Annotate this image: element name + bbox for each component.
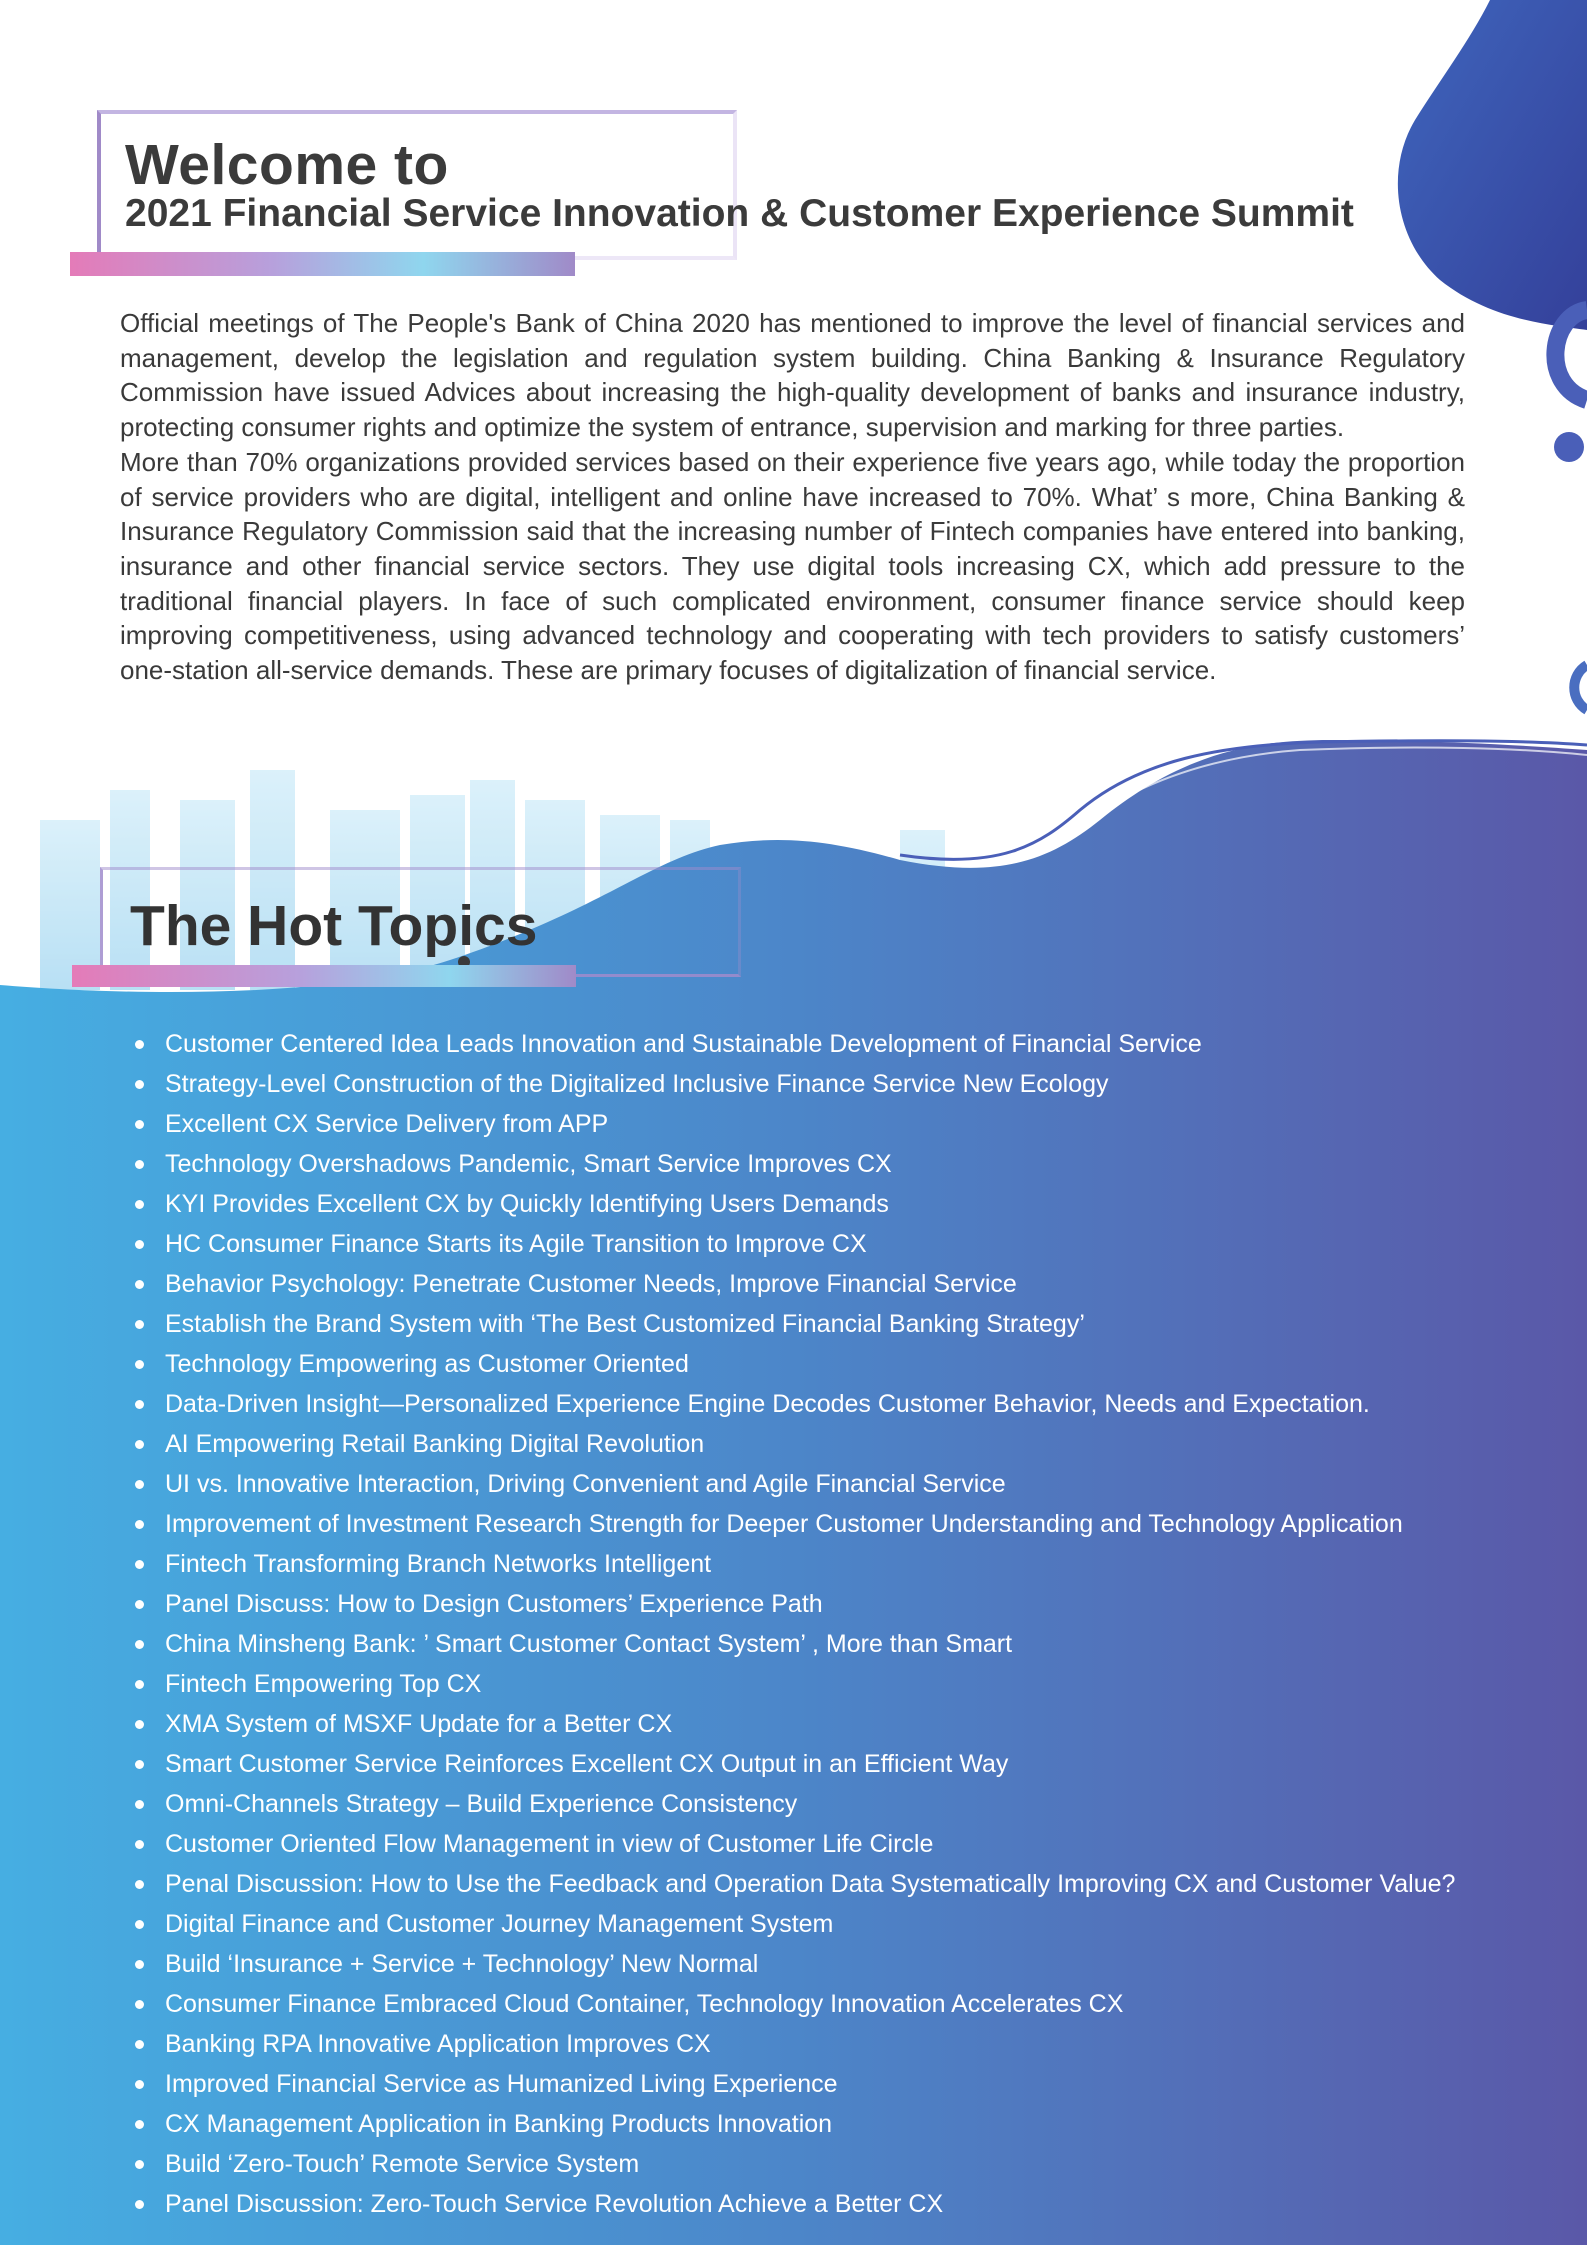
bullet-icon (135, 2160, 144, 2169)
bullet-icon (135, 1640, 144, 1649)
topic-item (130, 2024, 1550, 2064)
topic-item (130, 1784, 1550, 1824)
bullet-icon (135, 1520, 144, 1529)
topic-item (130, 1424, 1550, 1464)
bullet-icon (135, 1800, 144, 1809)
topic-item (130, 1944, 1550, 1984)
bullet-icon (135, 2200, 144, 2209)
topic-text: Technology Overshadows Pandemic, Smart Service Improves CX (165, 1150, 892, 1178)
bullet-icon (135, 1280, 144, 1289)
topic-text: Panel Discuss: How to Design Customers’ Experience Path (165, 1590, 823, 1618)
bullet-icon (135, 1200, 144, 1209)
topic-text: Smart Customer Service Reinforces Excellent CX Output in an Efficient Way (165, 1750, 1009, 1778)
welcome-heading: Welcome to (125, 133, 449, 197)
bullet-icon (135, 1760, 144, 1769)
topic-text: XMA System of MSXF Update for a Better CX (165, 1710, 673, 1738)
topic-item (130, 1464, 1550, 1504)
topic-item (130, 1824, 1550, 1864)
topic-item (130, 2104, 1550, 2144)
bullet-icon (135, 1240, 144, 1249)
topic-item (130, 1664, 1550, 1704)
top-right-blob (1398, 0, 1587, 330)
bullet-icon (135, 1560, 144, 1569)
bullet-icon (135, 1840, 144, 1849)
topic-text: Data-Driven Insight—Personalized Experience Engine Decodes Customer Behavior, Needs and Expectation. (165, 1390, 1370, 1418)
topic-item (130, 1224, 1550, 1264)
bullet-icon (135, 1320, 144, 1329)
topic-item (130, 1704, 1550, 1744)
bullet-icon (135, 1960, 144, 1969)
topic-text: Excellent CX Service Delivery from APP (165, 1110, 609, 1138)
topic-item (130, 1064, 1550, 1104)
intro-paragraph: Official meetings of The People's Bank of China 2020 has mentioned to improve the level of financial services and management, develop the legislation and regulation system building. China Banking & Insurance Regulatory Commission have issued Advices about increasing the high-quality development of banks and insurance industry, protecting consumer rights and optimize the system of entrance, supervision and marking for three parties. (120, 308, 1465, 443)
event-title: 2021 Financial Service Innovation & Customer Experience Summit (125, 192, 1354, 235)
bullet-icon (135, 1720, 144, 1729)
topic-text: Banking RPA Innovative Application Improves CX (165, 2030, 711, 2058)
intro-paragraph: More than 70% organizations provided services based on their experience five years ago, while today the proportion of service providers who are digital, intelligent and online have increased to 70%. What’ s more, China Banking & Insurance Regulatory Commission said that the increasing number of Fintech companies have entered into banking, insurance and other financial service sectors. They use digital tools increasing CX, which add pressure to the traditional financial players. In face of such complicated environment, consumer finance service should keep improving competitiveness, using advanced technology and cooperating with tech providers to satisfy customers’ one-station all-service demands. These are primary focuses of digitalization of financial service. (120, 446, 1465, 686)
topic-item (130, 1024, 1550, 1064)
topic-text: HC Consumer Finance Starts its Agile Transition to Improve CX (165, 1230, 867, 1258)
topic-text: Penal Discussion: How to Use the Feedback and Operation Data Systematically Improving CX and Customer Value? (165, 1870, 1456, 1898)
topic-text: Establish the Brand System with ‘The Best Customized Financial Banking Strategy’ (165, 1310, 1085, 1338)
bullet-icon (135, 1680, 144, 1689)
topic-item (130, 1104, 1550, 1144)
right-dot (1554, 432, 1584, 462)
topic-item (130, 1184, 1550, 1224)
bullet-icon (135, 1080, 144, 1089)
topic-text: Consumer Finance Embraced Cloud Container, Technology Innovation Accelerates CX (165, 1990, 1124, 2018)
topic-item (130, 1984, 1550, 2024)
bullet-icon (135, 1160, 144, 1169)
bullet-icon (135, 1400, 144, 1409)
bullet-icon (135, 1440, 144, 1449)
bullet-icon (135, 1360, 144, 1369)
topic-text: Strategy-Level Construction of the Digitalized Inclusive Finance Service New Ecology (165, 1070, 1109, 1098)
topic-text: Fintech Empowering Top CX (165, 1670, 482, 1698)
right-ring-mid (1574, 665, 1587, 710)
topic-item (130, 2064, 1550, 2104)
topic-item (130, 1864, 1550, 1904)
topic-text: Technology Empowering as Customer Oriented (165, 1350, 689, 1378)
topic-item (130, 2184, 1550, 2224)
topic-text: Build ‘Insurance + Service + Technology’ New Normal (165, 1950, 759, 1978)
topic-item (130, 1624, 1550, 1664)
topic-text: Build ‘Zero-Touch’ Remote Service System (165, 2150, 640, 2178)
topic-item (130, 1904, 1550, 1944)
topic-text: Improvement of Investment Research Strength for Deeper Customer Understanding and Technology Application (165, 1510, 1403, 1538)
bullet-icon (135, 2120, 144, 2129)
topic-text: AI Empowering Retail Banking Digital Revolution (165, 1430, 705, 1458)
topic-text: Customer Centered Idea Leads Innovation and Sustainable Development of Financial Service (165, 1030, 1202, 1058)
title-accent-bar (70, 252, 575, 276)
topic-text: CX Management Application in Banking Products Innovation (165, 2110, 833, 2138)
bullet-icon (135, 1600, 144, 1609)
topic-item (130, 1504, 1550, 1544)
bullet-icon (135, 2000, 144, 2009)
bullet-icon (135, 2080, 144, 2089)
topics-accent-bar (72, 965, 576, 987)
topic-item (130, 1344, 1550, 1384)
topic-item (130, 1544, 1550, 1584)
bullet-icon (135, 1480, 144, 1489)
topic-item (130, 1144, 1550, 1184)
topics-heading: The Hot Topics (130, 894, 538, 958)
bullet-icon (135, 1920, 144, 1929)
topic-item (130, 1384, 1550, 1424)
topic-text: Fintech Transforming Branch Networks Intelligent (165, 1550, 712, 1578)
bullet-icon (135, 1120, 144, 1129)
topic-text: KYI Provides Excellent CX by Quickly Identifying Users Demands (165, 1190, 889, 1218)
bullet-icon (135, 2040, 144, 2049)
topic-item (130, 1744, 1550, 1784)
topic-item (130, 1304, 1550, 1344)
topics-list (130, 1024, 1550, 2224)
topic-text: China Minsheng Bank: ’ Smart Customer Contact System’ , More than Smart (165, 1630, 1013, 1658)
topic-text: UI vs. Innovative Interaction, Driving Convenient and Agile Financial Service (165, 1470, 1006, 1498)
topic-text: Panel Discussion: Zero-Touch Service Revolution Achieve a Better CX (165, 2190, 944, 2218)
topic-text: Customer Oriented Flow Management in view of Customer Life Circle (165, 1830, 934, 1858)
topic-item (130, 1584, 1550, 1624)
topic-text: Behavior Psychology: Penetrate Customer Needs, Improve Financial Service (165, 1270, 1017, 1298)
bullet-icon (135, 1880, 144, 1889)
topic-text: Omni-Channels Strategy – Build Experience Consistency (165, 1790, 798, 1818)
topic-text: Digital Finance and Customer Journey Management System (165, 1910, 834, 1938)
topic-text: Improved Financial Service as Humanized Living Experience (165, 2070, 838, 2098)
bullet-icon (135, 1040, 144, 1049)
topic-item (130, 2144, 1550, 2184)
intro-text (120, 306, 1465, 688)
topic-item (130, 1264, 1550, 1304)
